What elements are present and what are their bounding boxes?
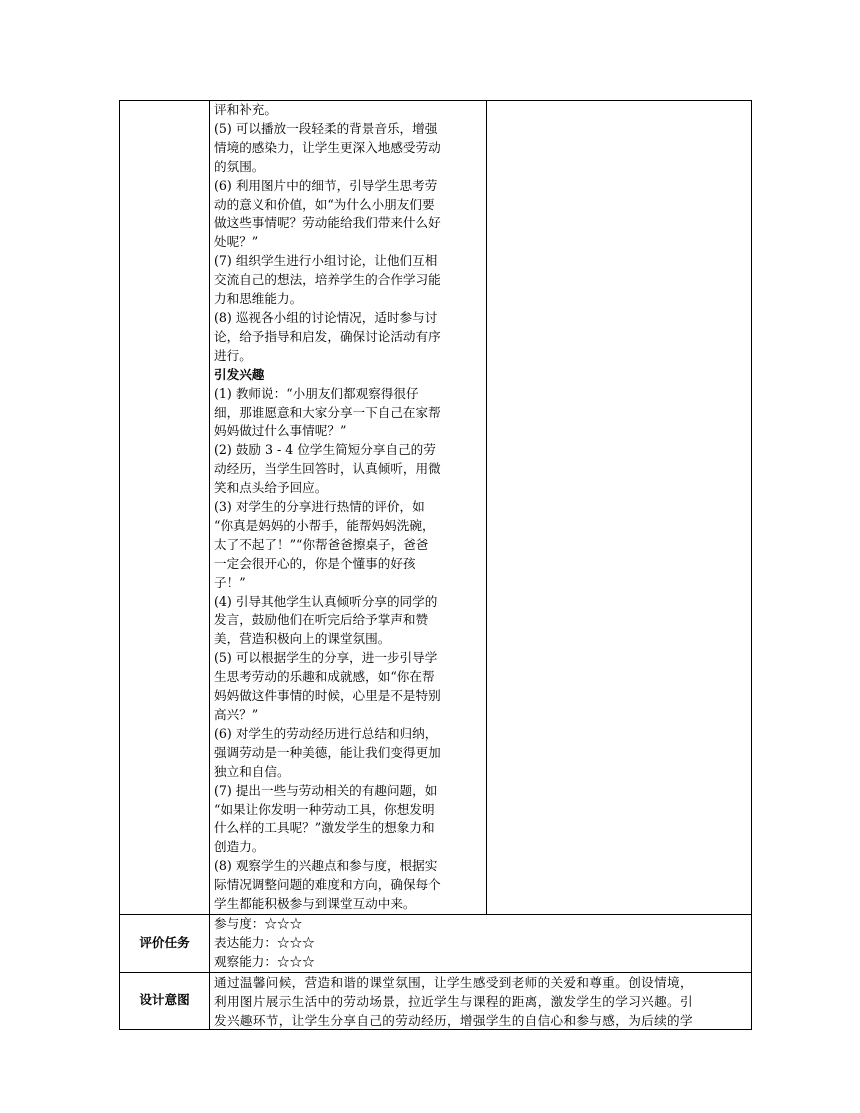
content-line: 独立和自信。 [214,763,290,779]
design-line: 通过温馨问候，营造和谐的课堂氛围，让学生感受到老师的关爱和尊重。创设情境， [214,974,693,990]
evaluation-label: 评价任务 [120,914,210,972]
content-line: 什么样的工具呢？”激发学生的想象力和 [214,820,435,836]
content-line: (8) 巡视各小组的讨论情况，适时参与讨 [214,309,438,325]
design-intent-text [214,973,747,1029]
activity-content-cell [210,101,487,915]
content-line: 动的意义和价值，如“为什么小朋友们要 [214,196,435,212]
content-line: 的氛围。 [214,158,265,174]
content-line: 进行。 [214,347,252,363]
activity-row [120,101,752,915]
evaluation-content-cell [210,914,752,972]
content-line: 一定会很开心的，你是个懂事的好孩 [214,555,416,571]
content-line: (3) 对学生的分享进行热情的评价，如 [214,499,425,515]
content-line: 处呢？” [214,234,259,250]
content-line: 动经历，当学生回答时，认真倾听，用微 [214,461,441,477]
evaluation-row [120,914,752,972]
content-line: 力和思维能力。 [214,291,303,307]
content-line: 情境的感染力，让学生更深入地感受劳动 [214,139,441,155]
content-line: 学生都能积极参与到课堂互动中来。 [214,896,416,912]
content-line: (5) 可以根据学生的分享，进一步引导学 [214,650,438,666]
student-activity-cell [487,101,752,915]
content-line: (6) 对学生的劳动经历进行总结和归纳， [214,725,438,741]
content-line: 妈妈做这件事情的时候，心里是不是特别 [214,688,441,704]
content-line: “如果让你发明一种劳动工具，你想发明 [214,801,435,817]
content-line: 发言，鼓励他们在听完后给予掌声和赞 [214,612,429,628]
content-line: (7) 组织学生进行小组讨论，让他们互相 [214,253,438,269]
lesson-plan-table [119,100,752,1030]
content-line: 生思考劳动的乐趣和成就感，如“你在帮 [214,669,435,685]
content-line: 高兴？” [214,707,259,722]
content-line: 强调劳动是一种美德，能让我们变得更加 [214,744,441,760]
content-line: 际情况调整问题的难度和方向，确保每个 [214,877,441,893]
evaluation-item-expression: 表达能力：☆☆☆ [214,934,315,950]
content-line: 论，给予指导和启发，确保讨论活动有序 [214,328,441,344]
content-line: 美，营造积极向上的课堂氛围。 [214,631,391,647]
content-line: (7) 提出一些与劳动相关的有趣问题，如 [214,782,438,798]
design-line: 发兴趣环节，让学生分享自己的劳动经历，增强学生的自信心和参与感，为后续的学 [214,1012,693,1028]
section-heading: 引发兴趣 [214,366,265,382]
content-line: (5) 可以播放一段轻柔的背景音乐，增强 [214,120,438,136]
content-line: 评和补充。 [214,102,277,117]
content-line: 妈妈做过什么事情呢？” [214,423,347,439]
evaluation-item-participation: 参与度：☆☆☆ [214,915,303,931]
content-line: (1) 教师说：“小朋友们都观察得很仔 [214,385,419,401]
content-line: 太了不起了！”“你帮爸爸擦桌子，爸爸 [214,536,429,552]
content-line: (4) 引导其他学生认真倾听分享的同学的 [214,593,438,609]
content-line: 笑和点头给予回应。 [214,480,328,496]
content-line: (2) 鼓励 3 - 4 位学生简短分享自己的劳 [214,442,436,458]
evaluation-item-observation: 观察能力：☆☆☆ [214,953,315,969]
design-intent-label: 设计意图 [120,972,210,1029]
activity-label-cell [120,101,210,915]
content-line: 细，那谁愿意和大家分享一下自己在家帮 [214,404,441,420]
design-intent-content-cell [210,972,752,1029]
content-line: 子！” [214,574,246,590]
content-line: (8) 观察学生的兴趣点和参与度，根据实 [214,858,438,874]
content-line: 交流自己的想法，培养学生的合作学习能 [214,272,441,288]
content-line: (6) 利用图片中的细节，引导学生思考劳 [214,177,438,193]
content-line: “你真是妈妈的小帮手，能帮妈妈洗碗， [214,517,435,533]
design-line: 利用图片展示生活中的劳动场景，拉近学生与课程的距离，激发学生的学习兴趣。引 [214,993,693,1009]
design-intent-row [120,972,752,1029]
content-line: 创造力。 [214,839,265,855]
content-line: 做这些事情呢？劳动能给我们带来什么好 [214,215,441,231]
